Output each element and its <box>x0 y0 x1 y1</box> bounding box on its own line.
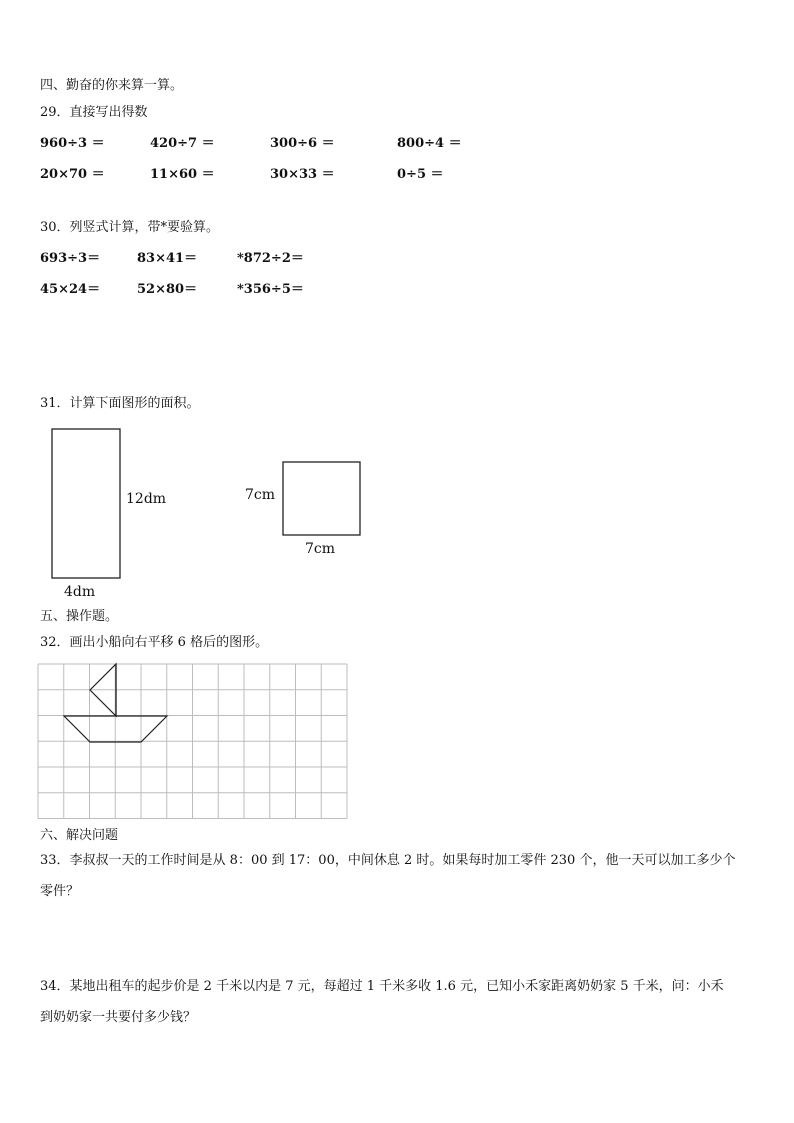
q29-item-6: 11×60 ＝ <box>150 167 215 182</box>
q29-item-5: 20×70 ＝ <box>40 167 105 182</box>
q29-item-4: 800÷4 ＝ <box>397 136 462 151</box>
question-32-title: 32．画出小船向右平移 6 格后的图形。 <box>40 635 269 650</box>
question-34-line-1: 34．某地出租车的起步价是 2 千米以内是 7 元，每超过 1 千米多收 1.6 元，已知小禾家距离奶奶家 5 千米，问：小禾 <box>40 979 724 994</box>
square-side-label: 7cm <box>245 487 276 503</box>
section-6-heading: 六、解决问题 <box>40 828 119 843</box>
q30-item-5: 52×80＝ <box>137 282 198 297</box>
question-29-title: 29．直接写出得数 <box>40 105 148 120</box>
section-4-heading: 四、勤奋的你来算一算。 <box>40 78 184 93</box>
q30-item-3: *872÷2＝ <box>237 251 304 266</box>
rect-height-label: 12dm <box>126 491 167 507</box>
q29-item-7: 30×33 ＝ <box>270 167 335 182</box>
section-5-heading: 五、操作题。 <box>40 609 119 624</box>
q30-item-2: 83×41＝ <box>137 251 198 266</box>
question-30-title: 30．列竖式计算，带*要验算。 <box>40 220 220 235</box>
grid-lines <box>38 664 347 819</box>
question-33-line-2: 零件？ <box>40 884 80 899</box>
q30-item-4: 45×24＝ <box>40 282 101 297</box>
q29-item-8: 0÷5 ＝ <box>397 167 444 182</box>
rect-width-label: 4dm <box>64 584 96 600</box>
q29-item-3: 300÷6 ＝ <box>270 136 335 151</box>
q30-item-1: 693÷3＝ <box>40 251 101 266</box>
q29-item-2: 420÷7 ＝ <box>150 136 215 151</box>
question-31-title: 31．计算下面图形的面积。 <box>40 396 200 411</box>
q30-item-6: *356÷5＝ <box>237 282 304 297</box>
question-34-line-2: 到奶奶家一共要付多少钱？ <box>40 1010 197 1025</box>
question-33-line-1: 33．李叔叔一天的工作时间是从 8：00 到 17：00，中间休息 2 时。如果每时加工零件 230 个，他一天可以加工多少个 <box>40 853 736 868</box>
square-bottom-label: 7cm <box>305 541 336 557</box>
q29-item-1: 960÷3 ＝ <box>40 136 105 151</box>
